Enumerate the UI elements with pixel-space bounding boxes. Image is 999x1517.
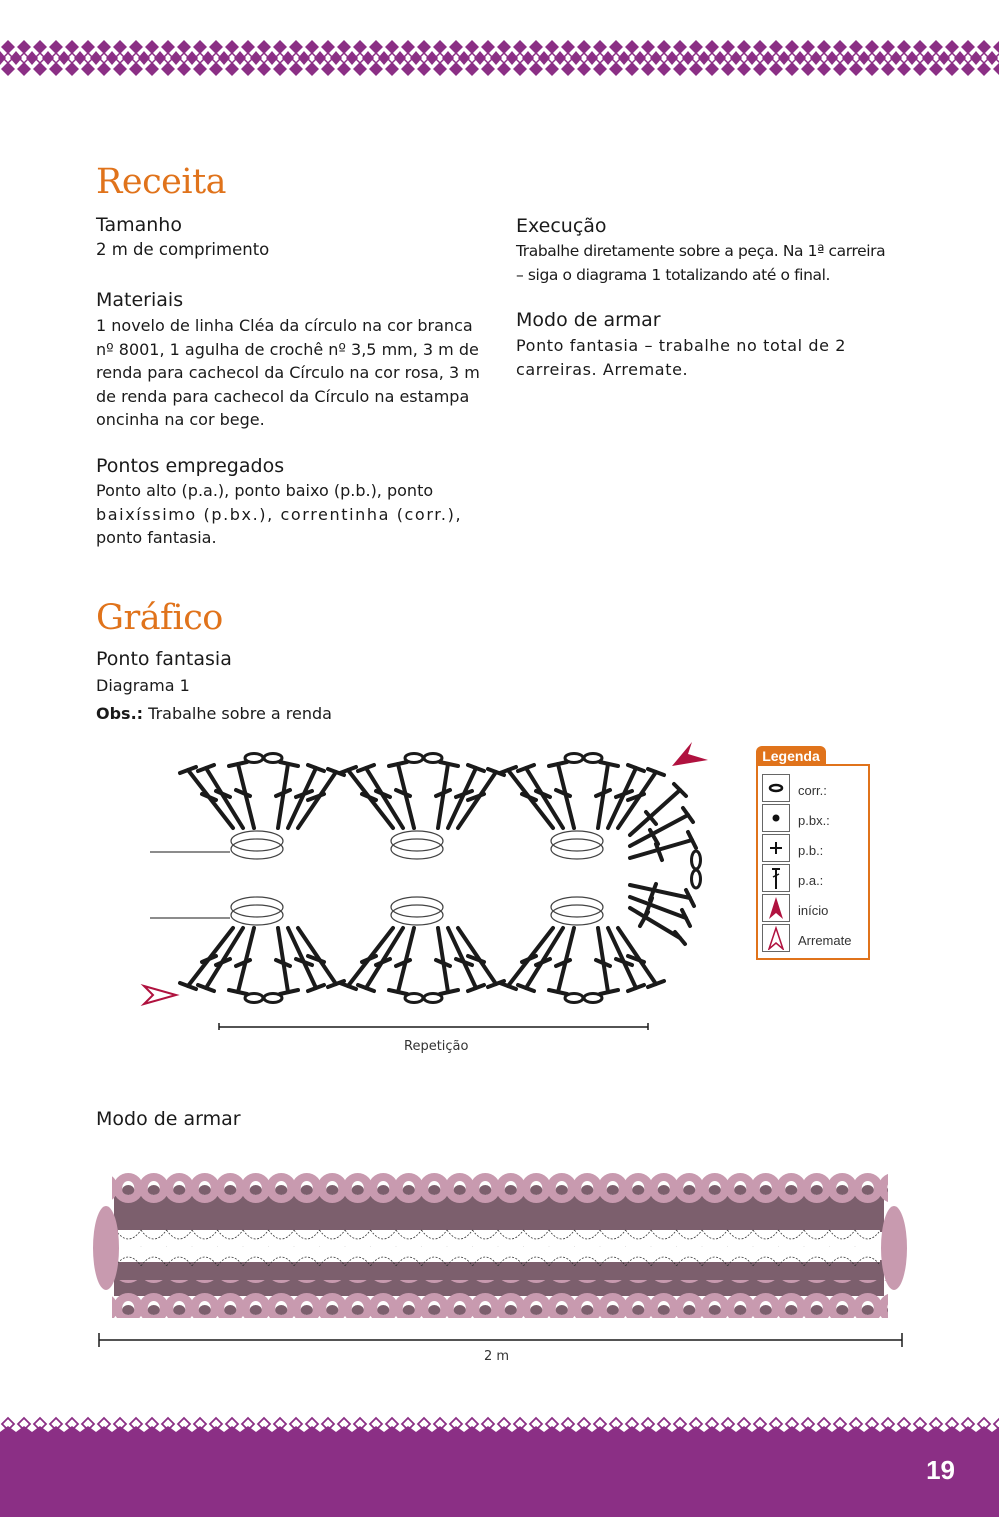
materiais-heading: Materiais xyxy=(96,289,184,311)
stitch-group-1 xyxy=(180,754,344,1003)
pontos-line: Ponto alto (p.a.), ponto baixo (p.b.), ponto xyxy=(96,481,434,500)
modo-armar-line: carreiras. Arremate. xyxy=(516,359,689,379)
page-number: 19 xyxy=(926,1455,955,1485)
execucao-heading: Execução xyxy=(516,215,607,237)
bottom-decorative-border xyxy=(0,1412,999,1440)
legend-item: corr.: xyxy=(762,774,866,804)
pontos-text xyxy=(96,479,488,550)
obs-label: Obs.: xyxy=(96,704,144,723)
pontos-heading: Pontos empregados xyxy=(96,455,285,477)
tamanho-heading: Tamanho xyxy=(96,214,182,236)
stitch-row-top xyxy=(118,1228,880,1248)
legend-item: Arremate xyxy=(762,924,866,954)
materiais-line: nº 8001, 1 agulha de crochê nº 3,5 mm, 3 m de xyxy=(96,339,479,359)
repeat-label: Repetição xyxy=(404,1039,469,1054)
stitch-group-3 xyxy=(500,754,701,1003)
scarf-end-right xyxy=(881,1206,907,1290)
legend-item: p.b.: xyxy=(762,834,866,864)
end-arrow-outline-icon xyxy=(144,986,176,1004)
lace-loops-top xyxy=(112,1168,888,1208)
grafico-subtitle: Ponto fantasia xyxy=(96,648,232,670)
crochet-diagram xyxy=(140,740,720,1040)
stitch-group-2 xyxy=(340,754,504,1003)
lace-loops-bottom xyxy=(112,1280,888,1318)
dot-icon xyxy=(762,804,790,832)
scarf-end-left xyxy=(93,1206,119,1290)
legend-item: p.a.: xyxy=(762,864,866,894)
modo-armar-heading: Modo de armar xyxy=(516,309,661,331)
start-arrow-filled-icon xyxy=(762,894,790,922)
top-decorative-border xyxy=(0,38,999,78)
materiais-line: 1 novelo de linha Cléa da círculo na cor branca xyxy=(96,316,473,335)
length-label: 2 m xyxy=(484,1349,510,1364)
length-dimension-line xyxy=(96,1330,906,1350)
legend-item: início xyxy=(762,894,866,924)
execucao-text xyxy=(516,240,916,287)
pontos-line: ponto fantasia. xyxy=(96,528,217,547)
footer-bar xyxy=(0,1438,999,1517)
start-arrow-filled-icon xyxy=(672,742,708,766)
tamanho-text: 2 m de comprimento xyxy=(96,240,270,259)
pontos-line: baixíssimo (p.bx.), correntinha (corr.), xyxy=(96,504,463,524)
chain-oval-icon xyxy=(762,774,790,802)
materiais-text xyxy=(96,314,488,432)
legend-item: p.bx.: xyxy=(762,804,866,834)
execucao-line: – siga o diagrama 1 totalizando até o final. xyxy=(516,265,831,284)
end-arrow-outline-icon xyxy=(762,924,790,952)
modo-armar-text xyxy=(516,334,916,381)
obs-text: Trabalhe sobre a renda xyxy=(143,704,332,723)
modo-armar-figure-heading: Modo de armar xyxy=(96,1108,241,1130)
materiais-line: oncinha na cor bege. xyxy=(96,410,265,429)
legend-title: Legenda xyxy=(756,746,826,766)
legend xyxy=(756,764,870,960)
materiais-line: de renda para cachecol da Círculo na estampa xyxy=(96,386,470,406)
execucao-line: Trabalhe diretamente sobre a peça. Na 1ª carreira xyxy=(516,242,886,260)
plus-icon xyxy=(762,834,790,862)
scarf-illustration xyxy=(90,1168,910,1318)
stitch-row-bottom xyxy=(118,1246,880,1266)
modo-armar-line: Ponto fantasia – trabalhe no total de 2 xyxy=(516,336,847,355)
section-title-grafico: Gráfico xyxy=(96,598,223,638)
obs-note xyxy=(96,702,488,726)
double-crochet-icon xyxy=(762,864,790,892)
materiais-line: renda para cachecol da Círculo na cor rosa, 3 m xyxy=(96,363,480,382)
section-title-receita: Receita xyxy=(96,162,227,202)
diagram-label: Diagrama 1 xyxy=(96,676,190,695)
